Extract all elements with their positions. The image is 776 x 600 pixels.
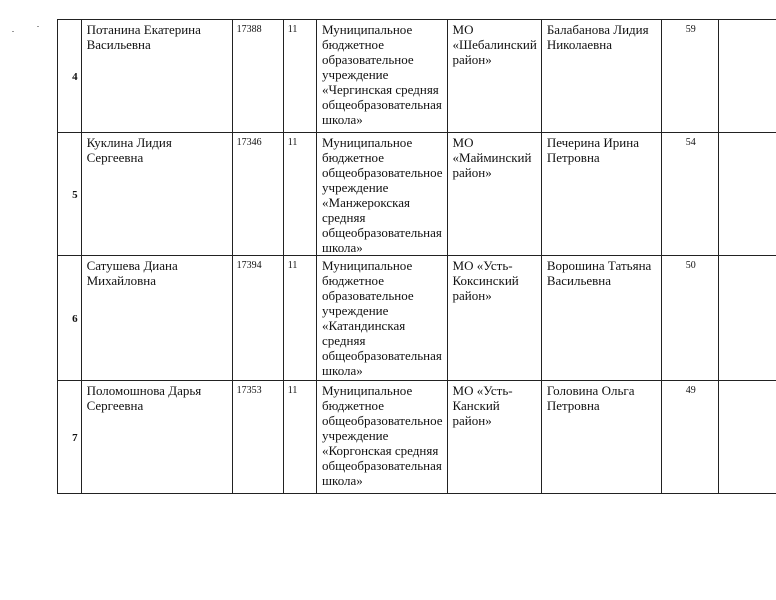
district-name: МО «Усть-Коксинский район» [447, 256, 541, 381]
empty-cell [718, 381, 776, 494]
row-number: 4 [58, 20, 82, 133]
table-row [58, 133, 776, 256]
score-value: 59 [661, 20, 718, 133]
teacher-name: Печерина Ирина Петровна [541, 133, 661, 256]
row-number: 5 [58, 133, 82, 256]
participant-grade: 11 [283, 256, 316, 381]
participant-name: Поломошнова Дарья Сергеевна [81, 381, 232, 494]
row-number: 6 [58, 256, 82, 381]
participant-grade: 11 [283, 20, 316, 133]
school-name: Муниципальное бюджетное образовательное учреждение «Чергинская средняя общеобразовательная школа» [317, 20, 448, 133]
participant-code: 17388 [232, 20, 283, 133]
scan-speck [12, 31, 14, 32]
table-row [58, 20, 776, 133]
school-name: Муниципальное бюджетное общеобразовательное учреждение «Манжерокская средняя общеобразовательная школа» [317, 133, 448, 256]
district-name: МО «Шебалинский район» [447, 20, 541, 133]
row-number: 7 [58, 381, 82, 494]
table-row [58, 381, 776, 494]
participant-name: Потанина Екатерина Васильевна [81, 20, 232, 133]
results-table [57, 19, 776, 494]
results-table-wrapper [57, 19, 776, 494]
teacher-name: Головина Ольга Петровна [541, 381, 661, 494]
participant-grade: 11 [283, 133, 316, 256]
empty-cell [718, 133, 776, 256]
participant-name: Куклина Лидия Сергеевна [81, 133, 232, 256]
table-row [58, 256, 776, 381]
scan-speck [37, 26, 39, 27]
empty-cell [718, 20, 776, 133]
participant-code: 17346 [232, 133, 283, 256]
teacher-name: Балабанова Лидия Николаевна [541, 20, 661, 133]
results-table-body [58, 20, 776, 494]
participant-code: 17394 [232, 256, 283, 381]
participant-code: 17353 [232, 381, 283, 494]
district-name: МО «Майминский район» [447, 133, 541, 256]
participant-grade: 11 [283, 381, 316, 494]
score-value: 54 [661, 133, 718, 256]
score-value: 50 [661, 256, 718, 381]
school-name: Муниципальное бюджетное общеобразовательное учреждение «Коргонская средняя общеобразовательная школа» [317, 381, 448, 494]
score-value: 49 [661, 381, 718, 494]
empty-cell [718, 256, 776, 381]
participant-name: Сатушева Диана Михайловна [81, 256, 232, 381]
school-name: Муниципальное бюджетное образовательное учреждение «Катандинская средняя общеобразовательная школа» [317, 256, 448, 381]
teacher-name: Ворошина Татьяна Васильевна [541, 256, 661, 381]
district-name: МО «Усть-Канский район» [447, 381, 541, 494]
